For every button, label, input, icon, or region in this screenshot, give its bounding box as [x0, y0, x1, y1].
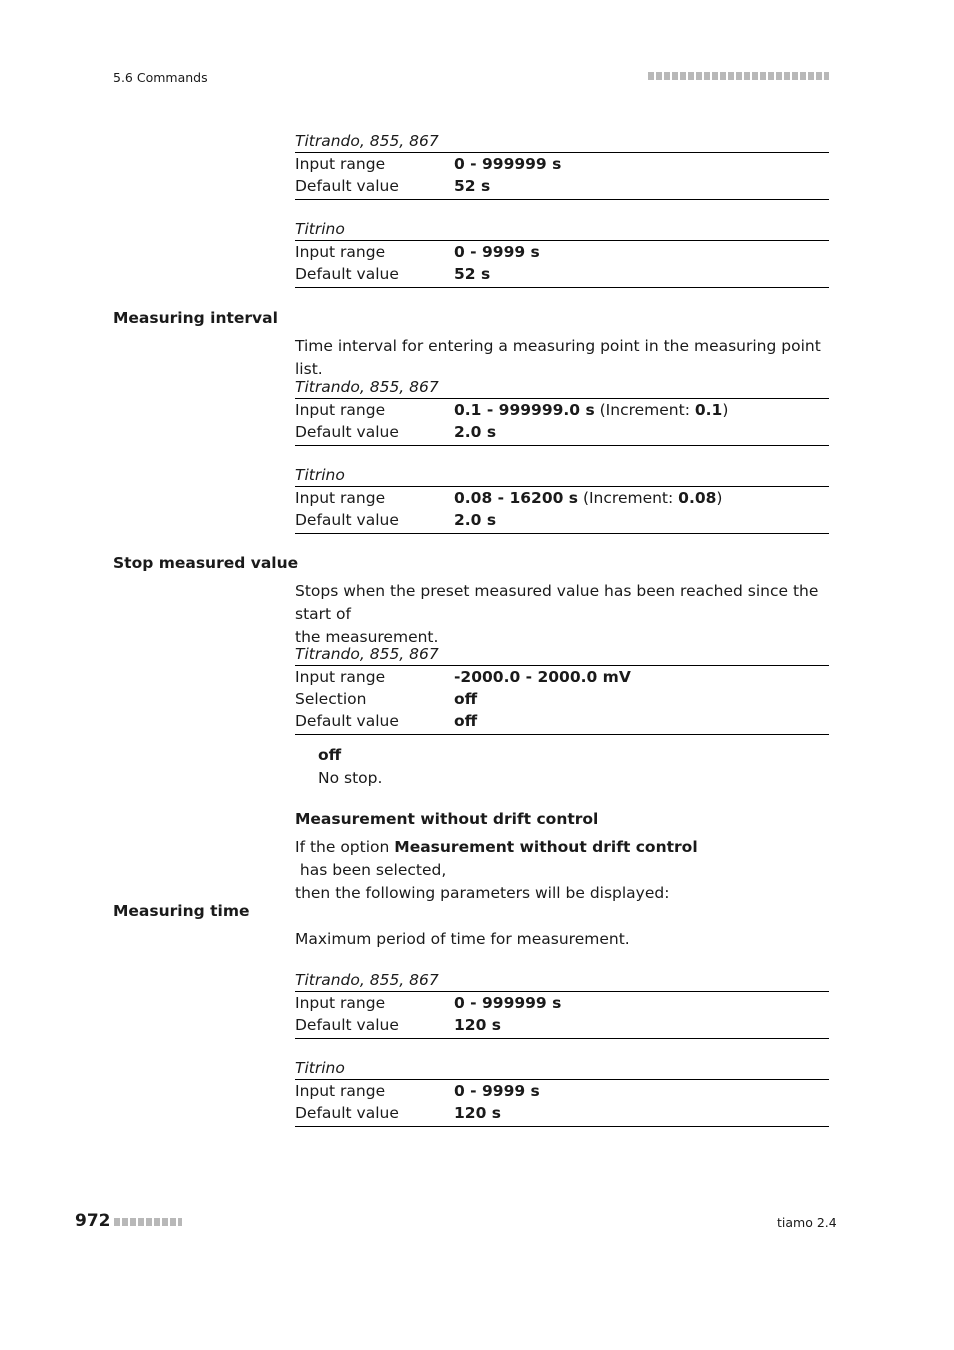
table-row	[295, 263, 829, 285]
row-value: 120 s	[454, 1016, 501, 1034]
header-decoration	[648, 72, 829, 80]
table-titrino-time	[295, 1057, 829, 1127]
table-row	[295, 421, 829, 443]
row-key: Input range	[295, 401, 386, 419]
row-key: Default value	[295, 1104, 399, 1122]
table-caption: Titrando, 855, 867	[295, 378, 439, 396]
row-key: Input range	[295, 155, 386, 173]
table-row	[295, 399, 829, 421]
page-number: 972	[75, 1211, 111, 1231]
description-line: the measurement.	[295, 628, 439, 646]
range-value: 0.08 - 16200 s	[454, 489, 579, 507]
row-key: Input range	[295, 243, 386, 261]
increment-value: 0.08	[678, 489, 717, 507]
footer-decoration	[114, 1218, 182, 1226]
row-value: 2.0 s	[454, 423, 497, 441]
row-value: 0 - 999999 s	[454, 994, 562, 1012]
row-key: Input range	[295, 994, 386, 1012]
table-row	[295, 241, 829, 263]
table-caption: Titrando, 855, 867	[295, 971, 439, 989]
table-row	[295, 153, 829, 175]
text-before: If the option	[295, 838, 395, 856]
product-name: tiamo 2.4	[777, 1215, 837, 1230]
row-value: 2.0 s	[454, 511, 497, 529]
option-description: No stop.	[318, 769, 383, 787]
table-caption: Titrino	[295, 220, 345, 238]
description-stop-measured-value	[295, 580, 835, 649]
table-titrando-stop	[295, 643, 829, 735]
row-value	[454, 487, 829, 509]
row-value: 52 s	[454, 265, 491, 283]
table-titrando-top	[295, 130, 829, 200]
table-row	[295, 1080, 829, 1102]
heading-measuring-interval: Measuring interval	[113, 309, 278, 327]
row-key: Default value	[295, 177, 399, 195]
table-titrino-interval	[295, 464, 829, 534]
row-value: 0 - 9999 s	[454, 243, 540, 261]
table-row	[295, 487, 829, 509]
row-key: Default value	[295, 511, 399, 529]
row-value: 0 - 9999 s	[454, 1082, 540, 1100]
table-caption: Titrando, 855, 867	[295, 645, 439, 663]
table-titrando-interval	[295, 376, 829, 446]
row-key: Input range	[295, 489, 386, 507]
description-line: then the following parameters will be displayed:	[295, 884, 670, 902]
running-header-section: 5.6 Commands	[113, 70, 208, 85]
row-value: 0 - 999999 s	[454, 155, 562, 173]
table-caption: Titrando, 855, 867	[295, 132, 439, 150]
row-value: -2000.0 - 2000.0 mV	[454, 668, 631, 686]
table-titrando-time	[295, 969, 829, 1039]
table-row	[295, 666, 829, 688]
option-name: off	[318, 746, 342, 764]
description-measuring-time: Maximum period of time for measurement.	[295, 930, 630, 948]
subheading-without-drift: Measurement without drift control	[295, 810, 599, 828]
text-bold: Measurement without drift control	[394, 838, 698, 856]
row-key: Input range	[295, 668, 386, 686]
text-after: has been selected,	[295, 861, 447, 879]
row-value: 120 s	[454, 1104, 501, 1122]
table-row	[295, 175, 829, 197]
table-titrino-top	[295, 218, 829, 288]
row-key: Default value	[295, 1016, 399, 1034]
row-key: Selection	[295, 690, 367, 708]
description-line	[295, 836, 835, 882]
row-key: Default value	[295, 265, 399, 283]
increment-value: 0.1	[694, 401, 723, 419]
increment-close: )	[722, 401, 729, 419]
table-row	[295, 992, 829, 1014]
row-key: Default value	[295, 712, 399, 730]
description-line: Stops when the preset measured value has been reached since the start of	[295, 582, 819, 623]
heading-measuring-time: Measuring time	[113, 902, 250, 920]
description-measuring-interval: Time interval for entering a measuring point in the measuring point list.	[295, 337, 821, 378]
description-without-drift	[295, 836, 835, 905]
table-caption: Titrino	[295, 1059, 345, 1077]
range-value: 0.1 - 999999.0 s	[454, 401, 595, 419]
increment-close: )	[716, 489, 723, 507]
table-row	[295, 509, 829, 531]
table-row	[295, 710, 829, 732]
increment-label: (Increment:	[594, 401, 695, 419]
table-caption: Titrino	[295, 466, 345, 484]
row-value: off	[454, 712, 478, 730]
row-key: Input range	[295, 1082, 386, 1100]
table-row	[295, 1102, 829, 1124]
table-row	[295, 1014, 829, 1036]
row-value: off	[454, 690, 478, 708]
row-value	[454, 399, 829, 421]
row-key: Default value	[295, 423, 399, 441]
table-row	[295, 688, 829, 710]
row-value: 52 s	[454, 177, 491, 195]
increment-label: (Increment:	[578, 489, 679, 507]
heading-stop-measured-value: Stop measured value	[113, 554, 299, 572]
